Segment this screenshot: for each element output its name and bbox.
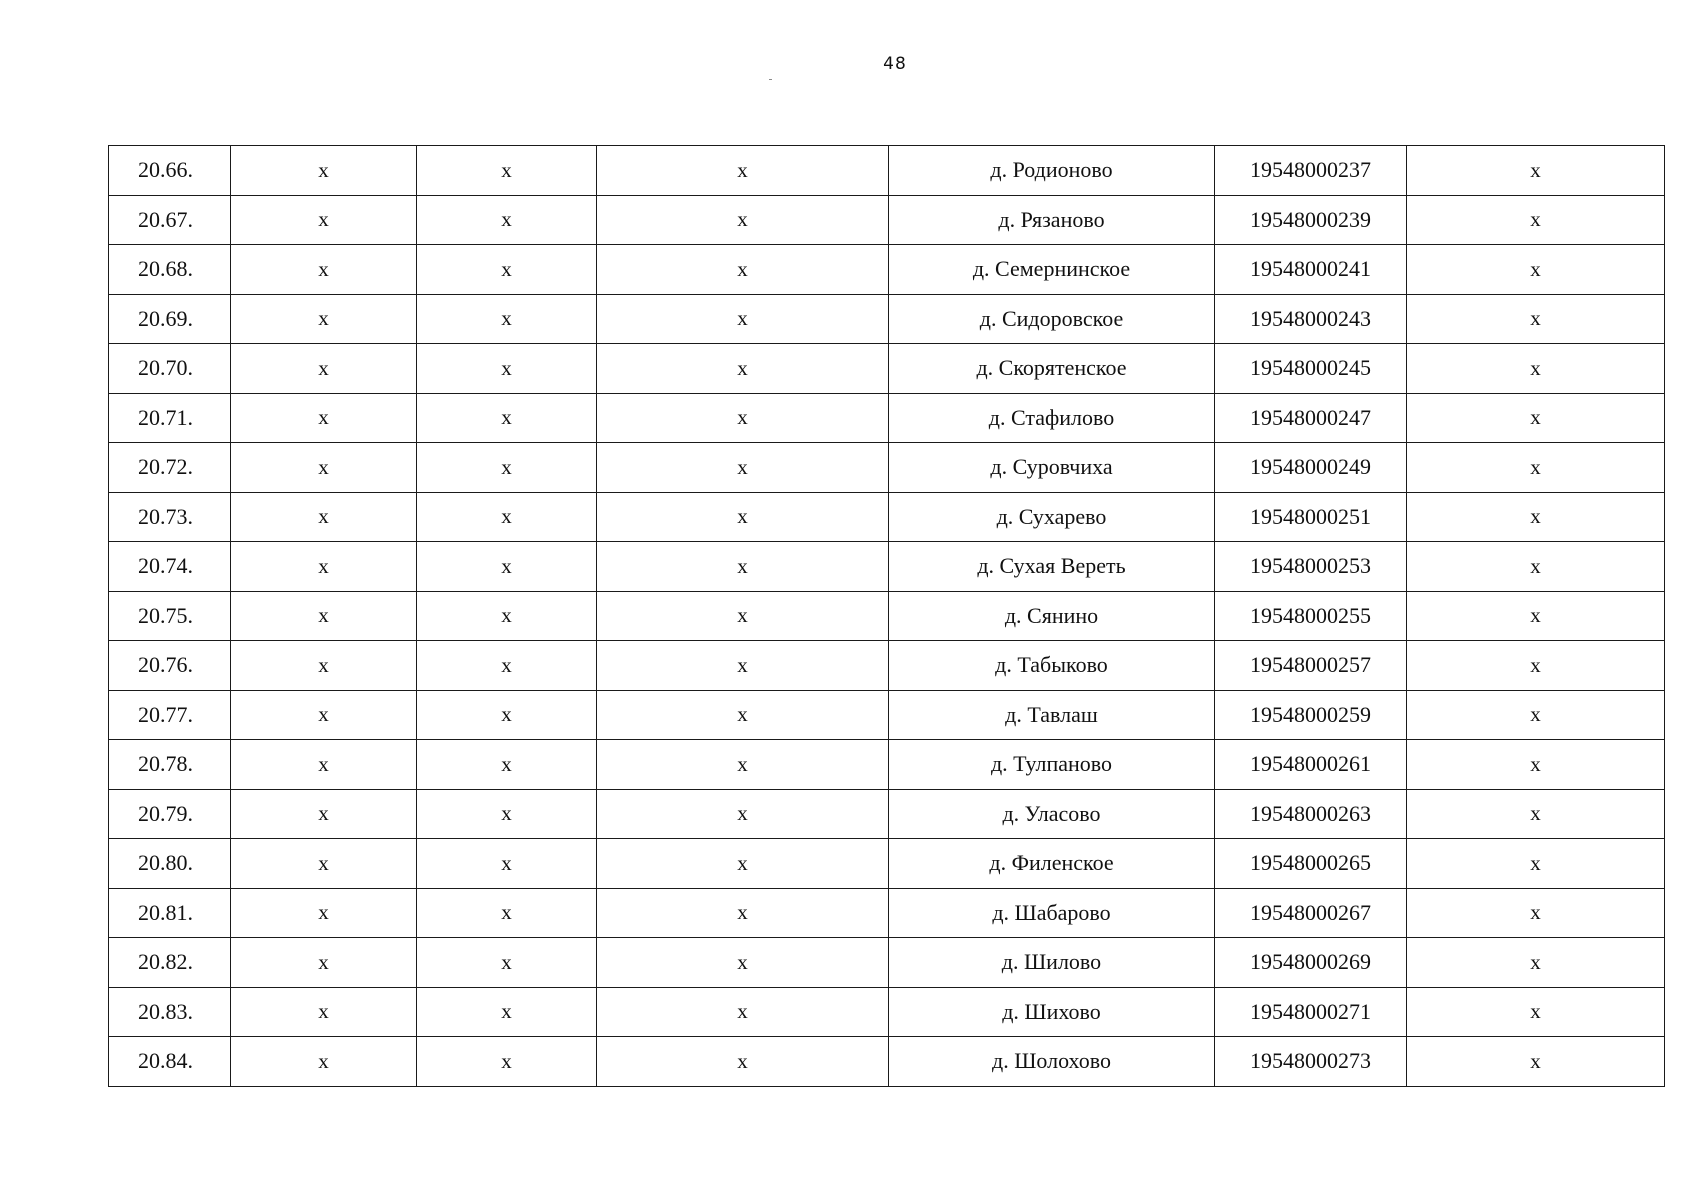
row-number: 20.84. — [109, 1037, 231, 1087]
settlement-name: д. Стафилово — [889, 393, 1215, 443]
table-row — [109, 492, 1665, 542]
oktmo-code: 19548000253 — [1215, 542, 1407, 592]
cell-x: x — [1407, 245, 1665, 295]
cell-x: x — [597, 938, 889, 988]
oktmo-code: 19548000269 — [1215, 938, 1407, 988]
cell-x: x — [231, 690, 417, 740]
oktmo-code: 19548000259 — [1215, 690, 1407, 740]
row-number: 20.81. — [109, 888, 231, 938]
cell-x: x — [597, 839, 889, 889]
table-row — [109, 641, 1665, 691]
cell-x: x — [1407, 641, 1665, 691]
cell-x: x — [231, 987, 417, 1037]
table-row — [109, 938, 1665, 988]
cell-x: x — [1407, 789, 1665, 839]
cell-x: x — [417, 492, 597, 542]
cell-x: x — [1407, 591, 1665, 641]
table-row — [109, 591, 1665, 641]
cell-x: x — [1407, 492, 1665, 542]
oktmo-code: 19548000271 — [1215, 987, 1407, 1037]
cell-x: x — [231, 888, 417, 938]
settlement-name: д. Тавлаш — [889, 690, 1215, 740]
cell-x: x — [417, 344, 597, 394]
cell-x: x — [597, 789, 889, 839]
cell-x: x — [231, 641, 417, 691]
row-number: 20.80. — [109, 839, 231, 889]
cell-x: x — [231, 789, 417, 839]
cell-x: x — [417, 245, 597, 295]
cell-x: x — [597, 1037, 889, 1087]
oktmo-code: 19548000265 — [1215, 839, 1407, 889]
cell-x: x — [417, 393, 597, 443]
table-row — [109, 294, 1665, 344]
row-number: 20.76. — [109, 641, 231, 691]
row-number: 20.78. — [109, 740, 231, 790]
cell-x: x — [597, 690, 889, 740]
cell-x: x — [1407, 839, 1665, 889]
table-row — [109, 740, 1665, 790]
cell-x: x — [597, 195, 889, 245]
cell-x: x — [231, 492, 417, 542]
settlement-name: д. Сухая Вереть — [889, 542, 1215, 592]
cell-x: x — [597, 294, 889, 344]
cell-x: x — [417, 641, 597, 691]
table-row — [109, 690, 1665, 740]
cell-x: x — [597, 740, 889, 790]
settlement-name: д. Семернинское — [889, 245, 1215, 295]
settlement-name: д. Суровчиха — [889, 443, 1215, 493]
row-number: 20.72. — [109, 443, 231, 493]
row-number: 20.69. — [109, 294, 231, 344]
table-row — [109, 344, 1665, 394]
row-number: 20.74. — [109, 542, 231, 592]
settlement-name: д. Сидоровское — [889, 294, 1215, 344]
cell-x: x — [231, 1037, 417, 1087]
row-number: 20.70. — [109, 344, 231, 394]
table-row — [109, 839, 1665, 889]
table-row — [109, 195, 1665, 245]
cell-x: x — [231, 393, 417, 443]
row-number: 20.83. — [109, 987, 231, 1037]
cell-x: x — [597, 492, 889, 542]
cell-x: x — [597, 591, 889, 641]
table-row — [109, 1037, 1665, 1087]
cell-x: x — [417, 1037, 597, 1087]
cell-x: x — [417, 591, 597, 641]
settlement-name: д. Уласово — [889, 789, 1215, 839]
table-row — [109, 393, 1665, 443]
cell-x: x — [417, 987, 597, 1037]
cell-x: x — [1407, 542, 1665, 592]
cell-x: x — [1407, 987, 1665, 1037]
cell-x: x — [417, 888, 597, 938]
cell-x: x — [417, 740, 597, 790]
row-number: 20.77. — [109, 690, 231, 740]
oktmo-code: 19548000237 — [1215, 146, 1407, 196]
row-number: 20.73. — [109, 492, 231, 542]
cell-x: x — [1407, 690, 1665, 740]
cell-x: x — [417, 789, 597, 839]
oktmo-code: 19548000267 — [1215, 888, 1407, 938]
cell-x: x — [231, 839, 417, 889]
oktmo-code: 19548000249 — [1215, 443, 1407, 493]
cell-x: x — [597, 245, 889, 295]
cell-x: x — [597, 542, 889, 592]
oktmo-code: 19548000261 — [1215, 740, 1407, 790]
cell-x: x — [597, 344, 889, 394]
row-number: 20.67. — [109, 195, 231, 245]
cell-x: x — [231, 938, 417, 988]
cell-x: x — [1407, 443, 1665, 493]
row-number: 20.82. — [109, 938, 231, 988]
settlement-name: д. Тулпаново — [889, 740, 1215, 790]
cell-x: x — [231, 443, 417, 493]
settlement-name: д. Шихово — [889, 987, 1215, 1037]
oktmo-code: 19548000241 — [1215, 245, 1407, 295]
scan-mark — [769, 79, 772, 80]
cell-x: x — [1407, 888, 1665, 938]
cell-x: x — [417, 839, 597, 889]
cell-x: x — [417, 146, 597, 196]
cell-x: x — [417, 938, 597, 988]
cell-x: x — [231, 542, 417, 592]
settlement-name: д. Табыково — [889, 641, 1215, 691]
oktmo-code: 19548000247 — [1215, 393, 1407, 443]
settlement-name: д. Сухарево — [889, 492, 1215, 542]
cell-x: x — [597, 987, 889, 1037]
oktmo-code: 19548000251 — [1215, 492, 1407, 542]
settlement-name: д. Скорятенское — [889, 344, 1215, 394]
settlement-name: д. Шабарово — [889, 888, 1215, 938]
row-number: 20.66. — [109, 146, 231, 196]
oktmo-code: 19548000255 — [1215, 591, 1407, 641]
cell-x: x — [231, 195, 417, 245]
cell-x: x — [417, 690, 597, 740]
cell-x: x — [231, 740, 417, 790]
cell-x: x — [597, 641, 889, 691]
table-row — [109, 245, 1665, 295]
cell-x: x — [1407, 393, 1665, 443]
cell-x: x — [1407, 1037, 1665, 1087]
cell-x: x — [1407, 195, 1665, 245]
cell-x: x — [417, 443, 597, 493]
table-row — [109, 789, 1665, 839]
oktmo-code: 19548000239 — [1215, 195, 1407, 245]
settlement-name: д. Филенское — [889, 839, 1215, 889]
cell-x: x — [1407, 294, 1665, 344]
cell-x: x — [1407, 938, 1665, 988]
oktmo-code: 19548000243 — [1215, 294, 1407, 344]
row-number: 20.79. — [109, 789, 231, 839]
table-row — [109, 443, 1665, 493]
cell-x: x — [417, 195, 597, 245]
table-row — [109, 542, 1665, 592]
cell-x: x — [597, 146, 889, 196]
oktmo-code: 19548000257 — [1215, 641, 1407, 691]
table-row — [109, 146, 1665, 196]
settlement-name: д. Шолохово — [889, 1037, 1215, 1087]
oktmo-code: 19548000245 — [1215, 344, 1407, 394]
cell-x: x — [231, 245, 417, 295]
cell-x: x — [417, 542, 597, 592]
oktmo-code: 19548000263 — [1215, 789, 1407, 839]
table-row — [109, 888, 1665, 938]
oktmo-code: 19548000273 — [1215, 1037, 1407, 1087]
table-body — [109, 146, 1665, 1087]
table-row — [109, 987, 1665, 1037]
cell-x: x — [597, 888, 889, 938]
settlement-name: д. Шилово — [889, 938, 1215, 988]
cell-x: x — [1407, 344, 1665, 394]
row-number: 20.71. — [109, 393, 231, 443]
settlement-name: д. Родионово — [889, 146, 1215, 196]
cell-x: x — [1407, 740, 1665, 790]
row-number: 20.68. — [109, 245, 231, 295]
settlements-table — [108, 145, 1665, 1087]
cell-x: x — [597, 443, 889, 493]
cell-x: x — [417, 294, 597, 344]
settlement-name: д. Рязаново — [889, 195, 1215, 245]
cell-x: x — [231, 591, 417, 641]
cell-x: x — [597, 393, 889, 443]
cell-x: x — [231, 294, 417, 344]
settlement-name: д. Сянино — [889, 591, 1215, 641]
cell-x: x — [231, 344, 417, 394]
cell-x: x — [231, 146, 417, 196]
row-number: 20.75. — [109, 591, 231, 641]
cell-x: x — [1407, 146, 1665, 196]
page-number: 48 — [883, 54, 907, 74]
